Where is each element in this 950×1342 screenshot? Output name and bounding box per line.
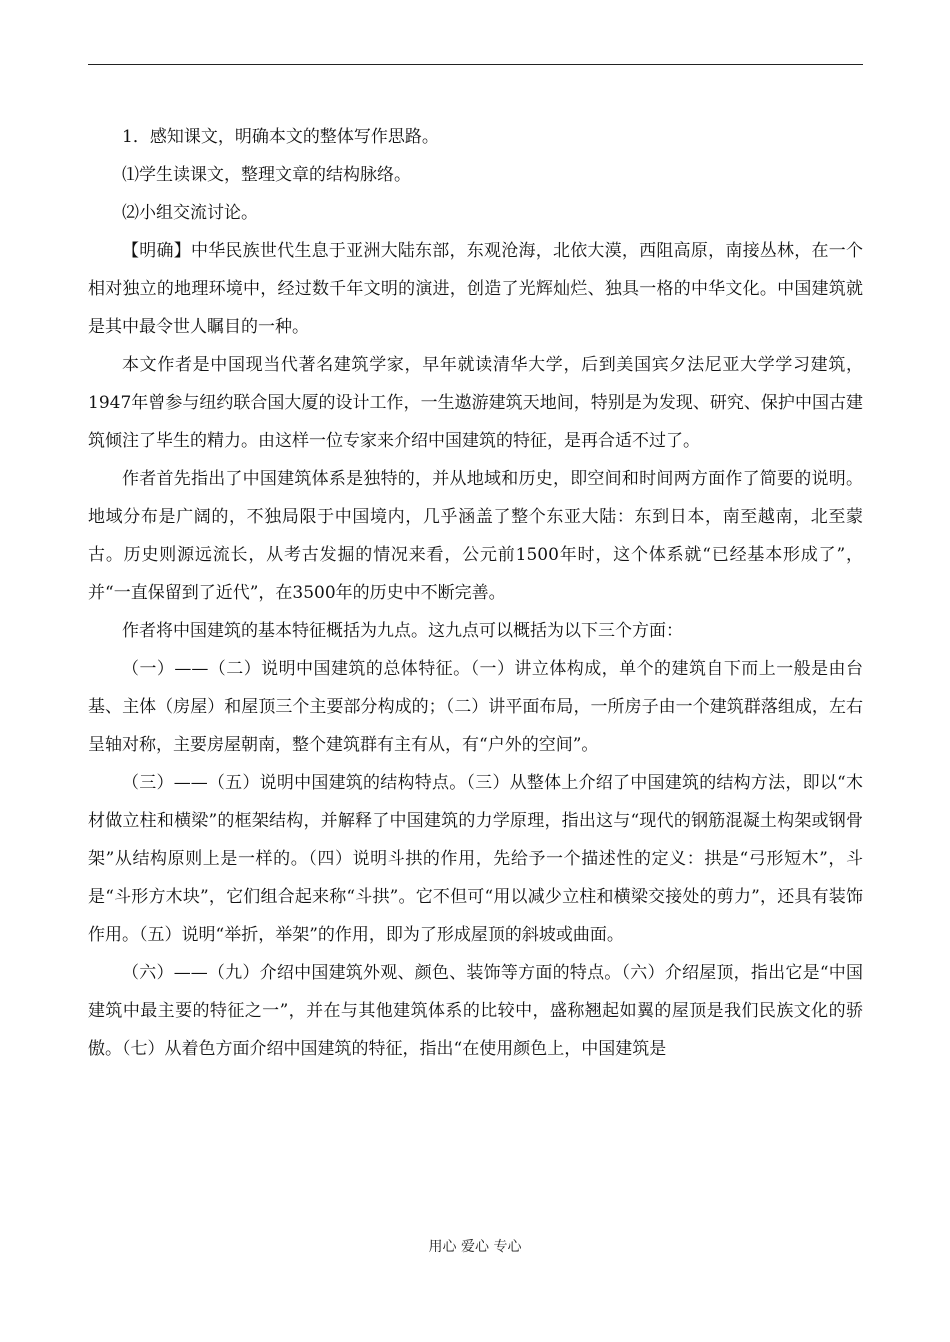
paragraph-clarify: 【明确】中华民族世代生息于亚洲大陆东部，东观沧海，北依大漠，西阻高原，南接丛林，在一个相对独立的地理环境中，经过数千年文明的演进，创造了光辉灿烂、独具一格的中华文化。中国建筑就是其中最令世人瞩目的一种。 xyxy=(88,241,863,337)
paragraph-system: 作者首先指出了中国建筑体系是独特的，并从地域和历史，即空间和时间两方面作了简要的说明。地域分布是广阔的，不独局限于中国境内，几乎涵盖了整个东亚大陆：东到日本，南至越南，北至蒙古。历史则源远流长，从考古发掘的情况来看，公元前1500年时，这个体系就“已经基本形成了”，并“一直保留到了近代”，在3500年的历史中不断完善。 xyxy=(88,469,863,603)
paragraph-overall: （一）——（二）说明中国建筑的总体特征。（一）讲立体构成，单个的建筑自下而上一般是由台基、主体（房屋）和屋顶三个主要部分构成的；（二）讲平面布局，一所房子由一个建筑群落组成，左右呈轴对称，主要房屋朝南，整个建筑群有主有从，有“户外的空间”。 xyxy=(88,659,863,755)
paragraph-author: 本文作者是中国现当代著名建筑学家，早年就读清华大学，后到美国宾夕法尼亚大学学习建筑，1947年曾参与纽约联合国大厦的设计工作，一生遨游建筑天地间，特别是为发现、研究、保护中国古建筑倾注了毕生的精力。由这样一位专家来介绍中国建筑的特征，是再合适不过了。 xyxy=(88,355,863,451)
paragraph-step-1: ⑴学生读课文，整理文章的结构脉络。 xyxy=(122,165,411,185)
paragraph-nine-points: 作者将中国建筑的基本特征概括为九点。这九点可以概括为以下三个方面： xyxy=(122,621,683,641)
paragraph-structure: （三）——（五）说明中国建筑的结构特点。（三）从整体上介绍了中国建筑的结构方法，即以“木材做立柱和横梁”的框架结构，并解释了中国建筑的力学原理，指出这与“现代的钢筋混凝土构架或钢骨架”从结构原则上是一样的。（四）说明斗拱的作用，先给予一个描述性的定义：拱是“弓形短木”，斗是“斗形方木块”，它们组合起来称“斗拱”。它不但可“用以减少立柱和横梁交接处的剪力”，还具有装饰作用。（五）说明“举折，举架”的作用，即为了形成屋顶的斜坡或曲面。 xyxy=(88,773,863,945)
paragraph-step-2: ⑵小组交流讨论。 xyxy=(122,203,258,223)
header-rule xyxy=(88,64,863,65)
paragraph-task-1: 1．感知课文，明确本文的整体写作思路。 xyxy=(122,127,439,147)
page-footer: 用心 爱心 专心 xyxy=(428,1239,522,1255)
document-body xyxy=(88,118,863,1068)
paragraph-appearance: （六）——（九）介绍中国建筑外观、颜色、装饰等方面的特点。（六）介绍屋顶，指出它是“中国建筑中最主要的特征之一”，并在与其他建筑体系的比较中，盛称翘起如翼的屋顶是我们民族文化的骄傲。（七）从着色方面介绍中国建筑的特征，指出“在使用颜色上，中国建筑是 xyxy=(88,963,863,1059)
